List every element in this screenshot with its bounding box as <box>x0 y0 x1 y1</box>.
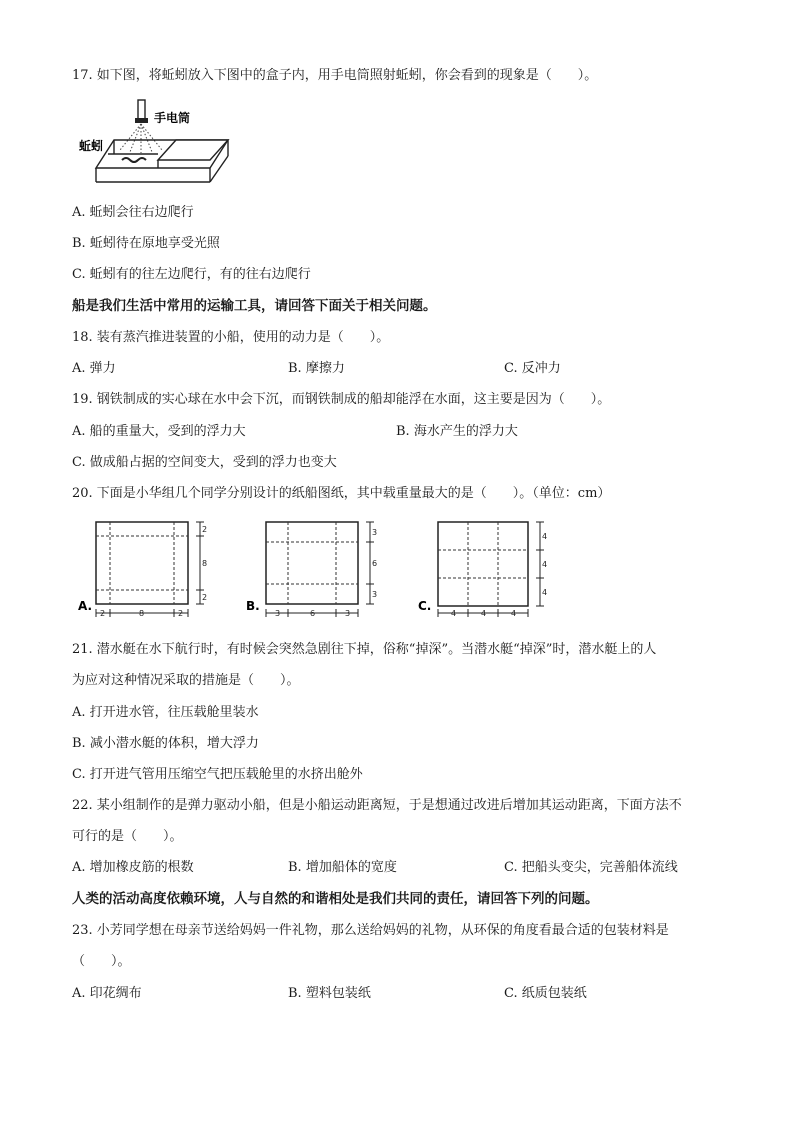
q18-stem: 18. 装有蒸汽推进装置的小船，使用的动力是（ ）。 <box>72 330 390 345</box>
q18-option-c[interactable]: C. 反冲力 <box>504 361 561 376</box>
q21-stem-line1: 21. 潜水艇在水下航行时，有时候会突然急剧往下掉，俗称“掉深”。当潜水艇“掉深”时，潜水艇上的人 <box>72 642 657 657</box>
q22-stem-line2: 可行的是（ ）。 <box>72 829 183 844</box>
q23-option-a[interactable]: A. 印花绸布 <box>72 986 142 1001</box>
q19-option-a[interactable]: A. 船的重量大，受到的浮力大 <box>72 424 246 439</box>
q19-stem: 19. 钢铁制成的实心球在水中会下沉，而钢铁制成的船却能浮在水面，这主要是因为（ ）。 <box>72 392 611 407</box>
q17-option-c[interactable]: C. 蚯蚓有的往左边爬行，有的往右边爬行 <box>72 267 311 282</box>
q20-figure-a[interactable] <box>76 518 216 618</box>
flashlight-icon <box>138 100 145 120</box>
flashlight-label: 手电筒 <box>154 111 191 125</box>
q17-option-b[interactable]: B. 蚯蚓待在原地享受光照 <box>72 236 220 251</box>
q20-a-label: A. <box>78 599 93 613</box>
q20-figure-b[interactable] <box>244 518 384 618</box>
q20-a-side-dim-mid: 8 <box>202 559 208 568</box>
q17-figure <box>78 98 248 190</box>
q20-figure-c[interactable] <box>416 518 556 618</box>
q20-b-side-dim-mid: 6 <box>372 559 378 568</box>
q20-b-bottom-dim-left: 3 <box>275 609 281 618</box>
q17-stem: 17. 如下图，将蚯蚓放入下图中的盒子内，用手电筒照射蚯蚓，你会看到的现象是（ ）。 <box>72 68 598 83</box>
q18-option-b[interactable]: B. 摩擦力 <box>288 361 345 376</box>
earthworm-icon <box>122 158 146 162</box>
q20-a-bottom-dim-right: 2 <box>178 609 184 618</box>
q20-a-side-dim-top: 2 <box>202 525 208 534</box>
q19-option-b[interactable]: B. 海水产生的浮力大 <box>396 424 518 439</box>
q20-a-bottom-dim-left: 2 <box>100 609 106 618</box>
q20-stem: 20. 下面是小华组几个同学分别设计的纸船图纸，其中载重量最大的是（ ）。（单位：cm） <box>72 486 611 501</box>
section-heading-boat: 船是我们生活中常用的运输工具，请回答下面关于相关问题。 <box>72 298 437 314</box>
q20-b-side-dim-bot: 3 <box>372 590 378 599</box>
q21-stem-line2: 为应对这种情况采取的措施是（ ）。 <box>72 673 300 688</box>
q19-option-c[interactable]: C. 做成船占据的空间变大，受到的浮力也变大 <box>72 455 337 470</box>
q23-option-b[interactable]: B. 塑料包装纸 <box>288 986 371 1001</box>
q21-option-a[interactable]: A. 打开进水管，往压载舱里装水 <box>72 705 259 720</box>
q20-c-side-dim-bot: 4 <box>542 588 548 597</box>
q20-c-bottom-dim-right: 4 <box>511 609 517 618</box>
q18-option-a[interactable]: A. 弹力 <box>72 361 116 376</box>
q20-a-bottom-dim-mid: 8 <box>139 609 145 618</box>
worm-label: 蚯蚓 <box>79 139 104 153</box>
q22-option-c[interactable]: C. 把船头变尖，完善船体流线 <box>504 860 678 875</box>
q20-c-label: C. <box>418 599 432 613</box>
q23-stem-line2: （ ）。 <box>72 954 131 969</box>
q21-option-c[interactable]: C. 打开进气管用压缩空气把压载舱里的水挤出舱外 <box>72 767 363 782</box>
q20-b-label: B. <box>246 599 260 613</box>
q20-b-side-dim-top: 3 <box>372 528 378 537</box>
q20-c-side-dim-top: 4 <box>542 532 548 541</box>
q22-option-b[interactable]: B. 增加船体的宽度 <box>288 860 397 875</box>
q23-option-c[interactable]: C. 纸质包装纸 <box>504 986 587 1001</box>
q22-stem-line1: 22. 某小组制作的是弹力驱动小船，但是小船运动距离短，于是想通过改进后增加其运动距离，下面方法不 <box>72 798 682 813</box>
q23-stem-line1: 23. 小芳同学想在母亲节送给妈妈一件礼物，那么送给妈妈的礼物，从环保的角度看最合适的包装材料是 <box>72 923 669 938</box>
q17-option-a[interactable]: A. 蚯蚓会往右边爬行 <box>72 205 194 220</box>
q22-option-a[interactable]: A. 增加橡皮筋的根数 <box>72 860 194 875</box>
q20-c-bottom-dim-left: 4 <box>451 609 457 618</box>
section-heading-environment: 人类的活动高度依赖环境，人与自然的和谐相处是我们共同的责任，请回答下列的问题。 <box>72 891 599 907</box>
q20-c-side-dim-mid: 4 <box>542 560 548 569</box>
q21-option-b[interactable]: B. 减小潜水艇的体积，增大浮力 <box>72 736 259 751</box>
q20-c-bottom-dim-mid: 4 <box>481 609 487 618</box>
q20-a-side-dim-bot: 2 <box>202 593 208 602</box>
q20-b-bottom-dim-mid: 6 <box>310 609 316 618</box>
q20-b-bottom-dim-right: 3 <box>345 609 351 618</box>
